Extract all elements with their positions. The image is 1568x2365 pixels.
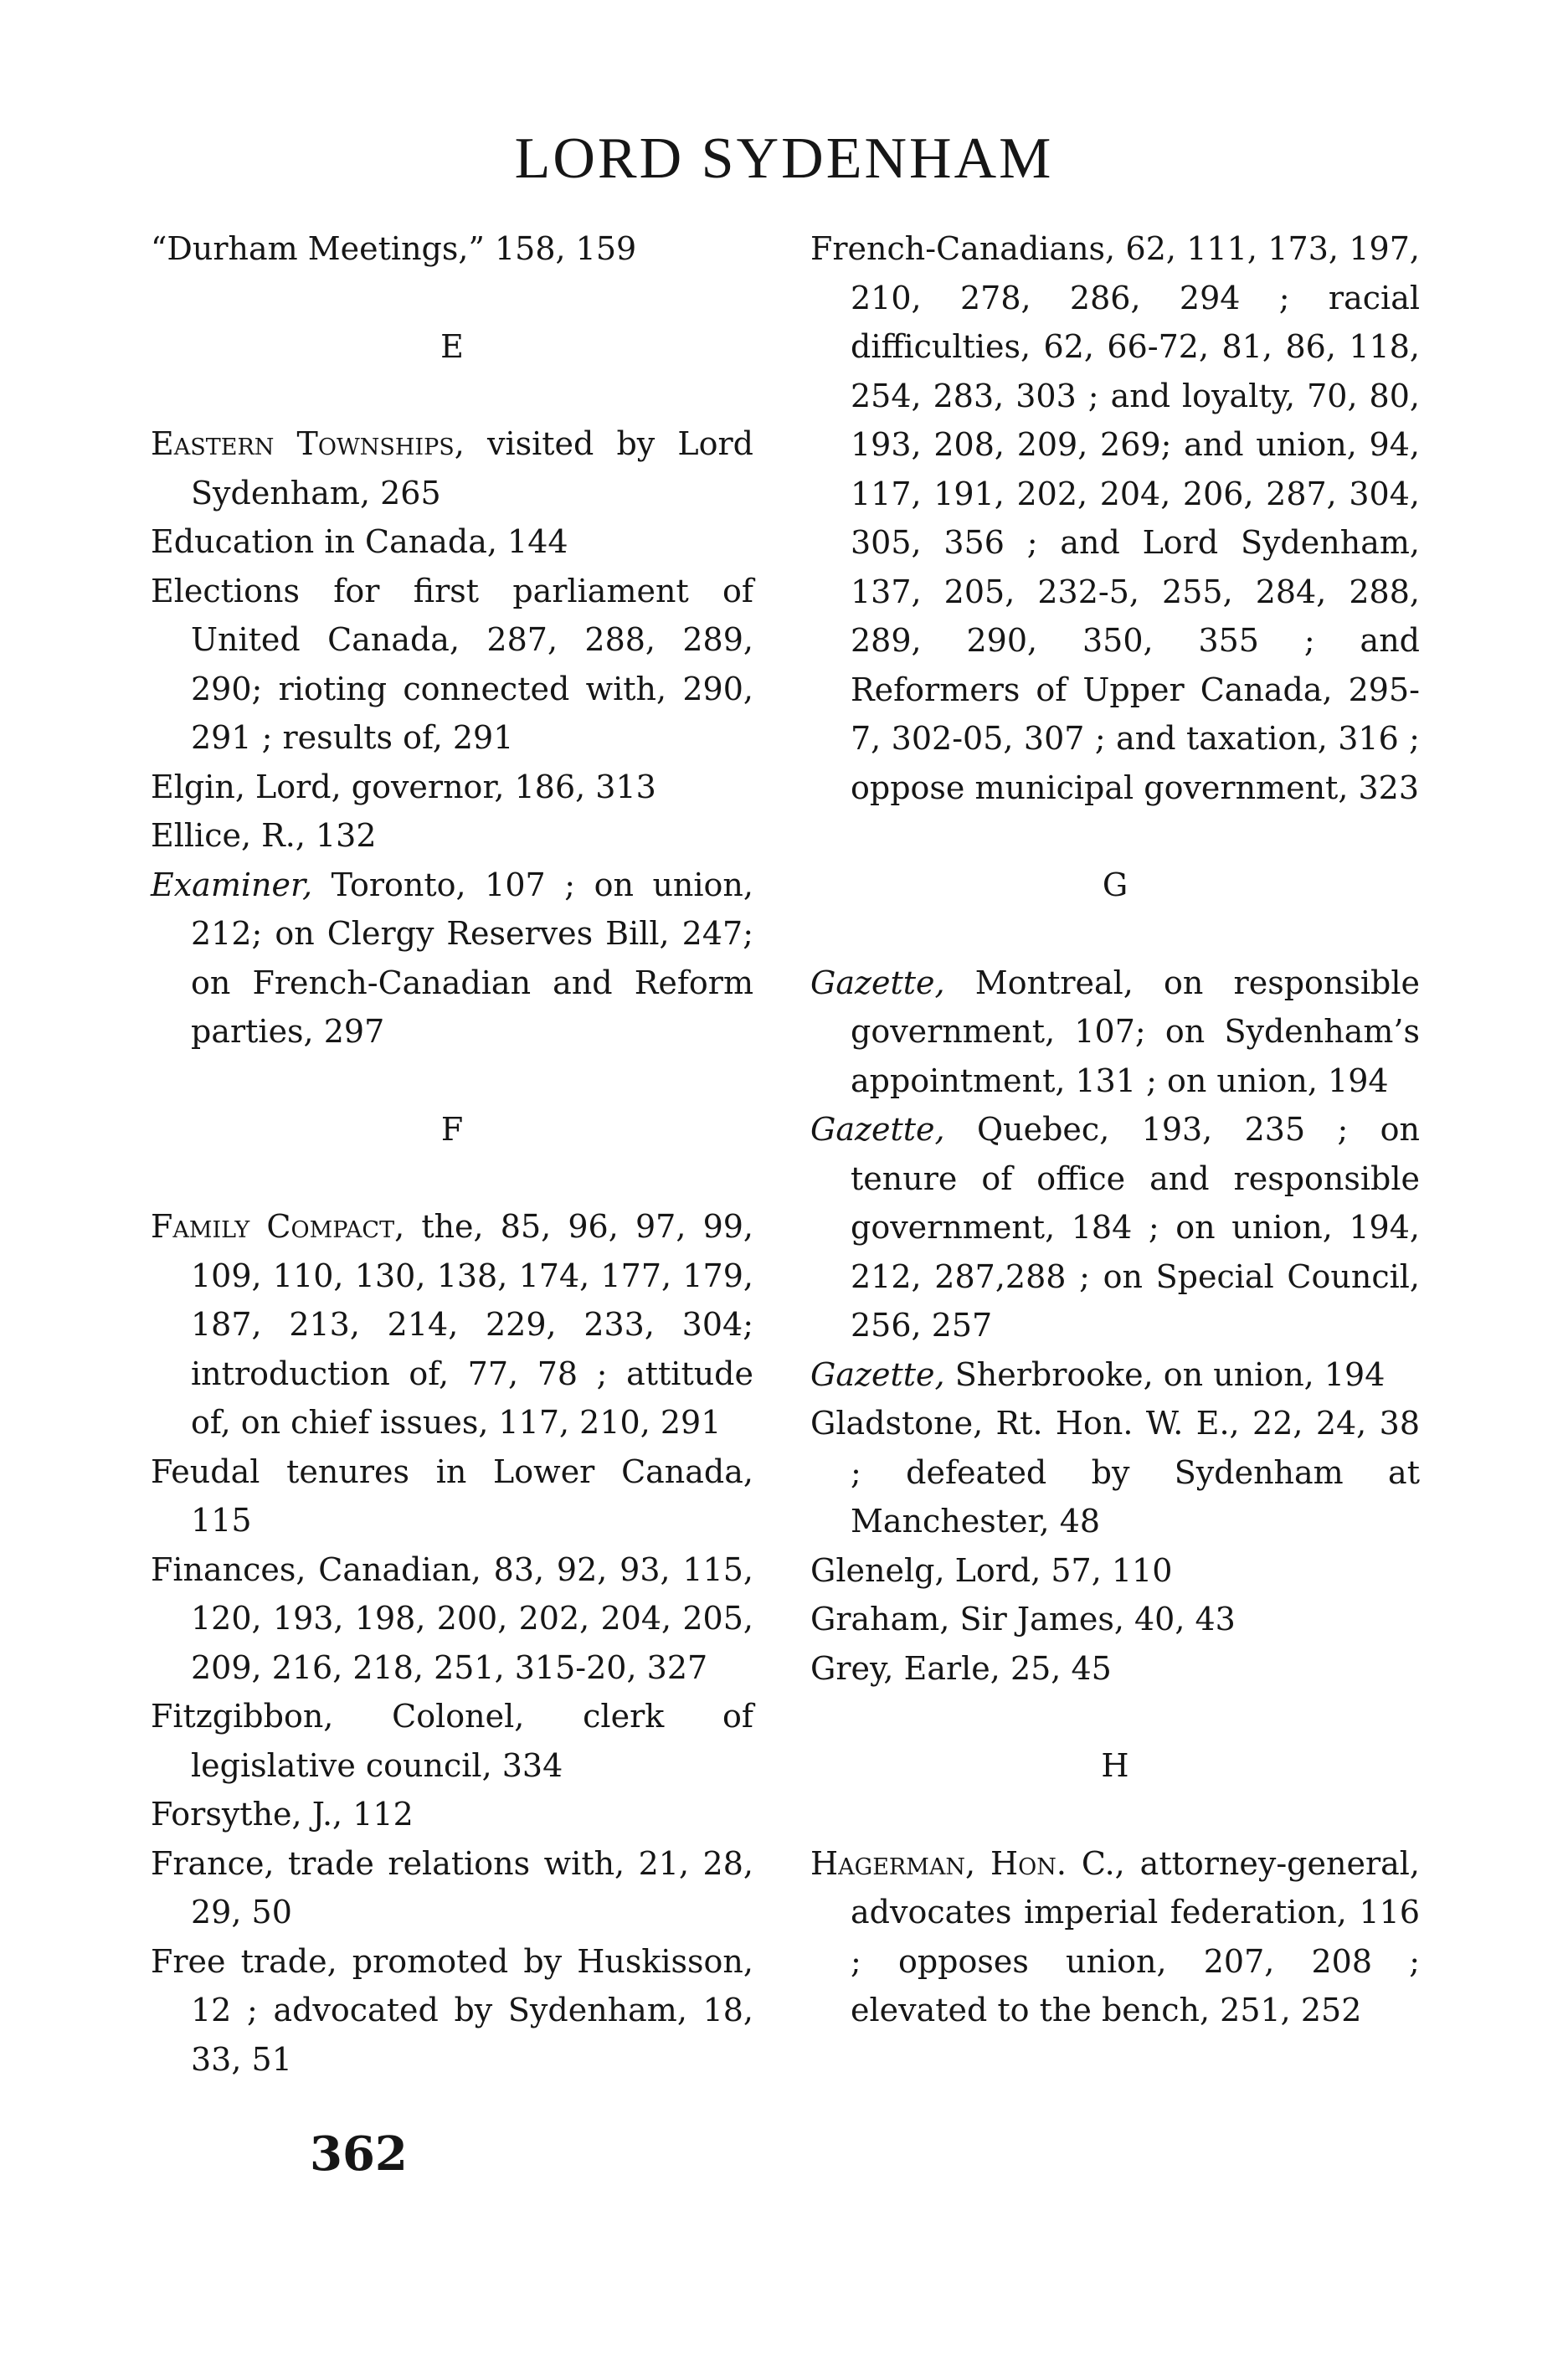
index-entry-elgin: Elgin, Lord, governor, 186, 313	[151, 768, 656, 805]
entry-heading: Gazette,	[810, 964, 945, 1001]
entry-heading: Gazette,	[810, 1355, 945, 1393]
entry-references: Toronto, 107 ; on union, 212; on Clergy Reserves Bill, 247; on French-Canadian and Reform parties, 297	[191, 866, 753, 1050]
index-entry-gazette-quebec	[810, 1105, 1420, 1350]
index-entry-glenelg: Glenelg, Lord, 57, 110	[810, 1551, 1173, 1589]
entry-references: Montreal, on responsible government, 107; on Sydenham’s appointment, 131 ; on union, 194	[851, 964, 1420, 1099]
index-entry-grey: Grey, Earle, 25, 45	[810, 1649, 1112, 1687]
index-entry-finances: Finances, Canadian, 83, 92, 93, 115, 120, 193, 198, 200, 202, 204, 205, 209, 216, 218, 251, 315-20, 327	[151, 1550, 753, 1686]
entry-references: the, 85, 96, 97, 99, 109, 110, 130, 138, 174, 177, 179, 187, 213, 214, 229, 233, 304; introduction of, 77, 78 ; attitude of, on chief issues, 117, 210, 291	[191, 1208, 753, 1441]
index-entry-graham: Graham, Sir James, 40, 43	[810, 1601, 1236, 1638]
running-head: LORD SYDENHAM	[514, 126, 1054, 191]
index-entry-eastern-townships	[151, 419, 753, 517]
entry-heading: Examiner,	[151, 866, 313, 903]
index-entry-hagerman	[810, 1839, 1420, 2035]
entry-references: , visited by Lord Sydenham, 265	[191, 425, 753, 512]
index-entry-feudal-tenures: Feudal tenures in Lower Canada, 115	[151, 1452, 753, 1539]
entry-heading: Family Compact,	[151, 1208, 405, 1245]
index-entry-free-trade: Free trade, promoted by Huskisson, 12 ; advocated by Sydenham, 18, 33, 51	[151, 1942, 753, 2078]
index-entry-durham-meetings: “Durham Meetings,” 158, 159	[151, 230, 637, 267]
section-letter-g: G	[1102, 866, 1128, 903]
entry-references: Quebec, 193, 235 ; on tenure of office and responsible government, 184 ; on union, 194, 212, 287,288 ; on Special Council, 256, 257	[851, 1111, 1420, 1344]
index-column-right	[810, 224, 1420, 2035]
entry-references: attorney-general, advocates imperial federation, 116 ; opposes union, 207, 208 ; elevated to the bench, 251, 252	[851, 1844, 1421, 2028]
index-entry-gladstone: Gladstone, Rt. Hon. W. E., 22, 24, 38 ; defeated by Sydenham at Manchester, 48	[810, 1405, 1420, 1540]
index-entry-france: France, trade relations with, 21, 28, 29, 50	[151, 1844, 753, 1931]
index-column-left	[151, 224, 753, 2084]
entry-heading: Gazette,	[810, 1111, 945, 1148]
index-entry-education: Education in Canada, 144	[151, 523, 568, 560]
index-entry-examiner	[151, 861, 753, 1057]
index-entry-gazette-montreal	[810, 959, 1420, 1106]
index-entry-elections: Elections for first parliament of United Canada, 287, 288, 289, 290; rioting connected with, 290, 291 ; results of, 291	[151, 572, 753, 756]
entry-heading: Hagerman, Hon. C.,	[810, 1844, 1125, 1882]
section-letter-h: H	[1101, 1747, 1129, 1784]
index-entry-family-compact	[151, 1202, 753, 1447]
section-letter-e: E	[440, 327, 464, 365]
index-entry-gazette-sherbrooke	[810, 1350, 1420, 1400]
page-number: 362	[310, 2126, 408, 2182]
section-letter-f: F	[440, 1110, 464, 1148]
entry-references: Sherbrooke, on union, 194	[944, 1355, 1385, 1393]
index-entry-french-canadians: French-Canadians, 62, 111, 173, 197, 210, 278, 286, 294 ; racial difficulties, 62, 66-72, 81, 86, 118, 254, 283, 303 ; and loyalty, 70, 80, 193, 208, 209, 269; and union, 94, 117, 191, 202, 204, 206, 287, 304, 305, 356 ; and Lord Sydenham, 137, 205, 232-5, 255, 284, 288, 289, 290, 350, 355 ; and Reformers of Upper Canada, 295-7, 302-05, 307 ; and taxation, 316 ; oppose municipal government, 323	[810, 230, 1420, 806]
index-entry-ellice: Ellice, R., 132	[151, 817, 377, 854]
index-entry-forsythe: Forsythe, J., 112	[151, 1796, 414, 1833]
index-entry-fitzgibbon: Fitzgibbon, Colonel, clerk of legislative council, 334	[151, 1698, 753, 1784]
entry-heading: Eastern Townships	[151, 425, 455, 462]
